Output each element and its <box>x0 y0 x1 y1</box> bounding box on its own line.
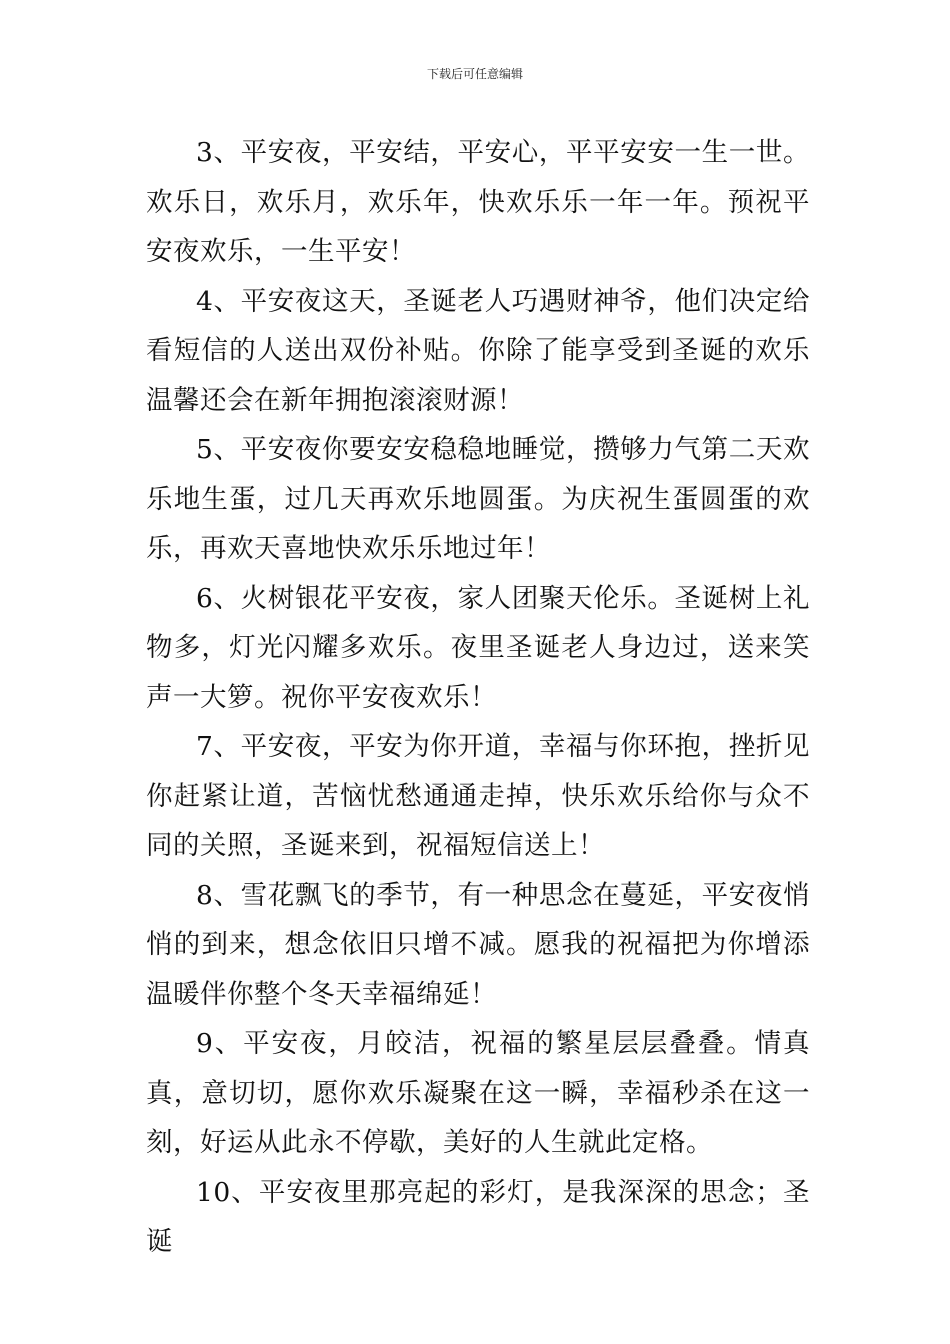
page-header-note: 下载后可任意编辑 <box>426 67 523 81</box>
paragraph-5: 5、平安夜你要安安稳稳地睡觉，攒够力气第二天欢乐地生蛋，过几天再欢乐地圆蛋。为庆祝生蛋圆蛋的欢乐，再欢天喜地快欢乐乐地过年！ <box>146 434 810 564</box>
paragraph-6: 6、火树银花平安夜，家人团聚天伦乐。圣诞树上礼物多，灯光闪耀多欢乐。夜里圣诞老人身边过，送来笑声一大箩。祝你平安夜欢乐！ <box>146 582 810 713</box>
paragraph-10: 10、平安夜里那亮起的彩灯，是我深深的思念；圣诞 <box>146 1176 810 1257</box>
document-body <box>146 128 810 1257</box>
paragraph-3: 3、平安夜，平安结，平安心，平平安安一生一世。欢乐日，欢乐月，欢乐年，快欢乐乐一年一年。预祝平安夜欢乐，一生平安！ <box>146 137 810 267</box>
paragraph-8: 8、雪花飘飞的季节，有一种思念在蔓延，平安夜悄悄的到来，想念依旧只增不减。愿我的祝福把为你增添温暖伴你整个冬天幸福绵延！ <box>146 879 810 1010</box>
paragraph-7: 7、平安夜，平安为你开道，幸福与你环抱，挫折见你赶紧让道，苦恼忧愁通通走掉，快乐欢乐给你与众不同的关照，圣诞来到，祝福短信送上！ <box>146 731 810 861</box>
paragraph-9: 9、平安夜，月皎洁，祝福的繁星层层叠叠。情真真，意切切，愿你欢乐凝聚在这一瞬，幸福秒杀在这一刻，好运从此永不停歇，美好的人生就此定格。 <box>146 1028 810 1158</box>
paragraph-4: 4、平安夜这天，圣诞老人巧遇财神爷，他们决定给看短信的人送出双份补贴。你除了能享受到圣诞的欢乐温馨还会在新年拥抱滚滚财源！ <box>146 285 810 416</box>
